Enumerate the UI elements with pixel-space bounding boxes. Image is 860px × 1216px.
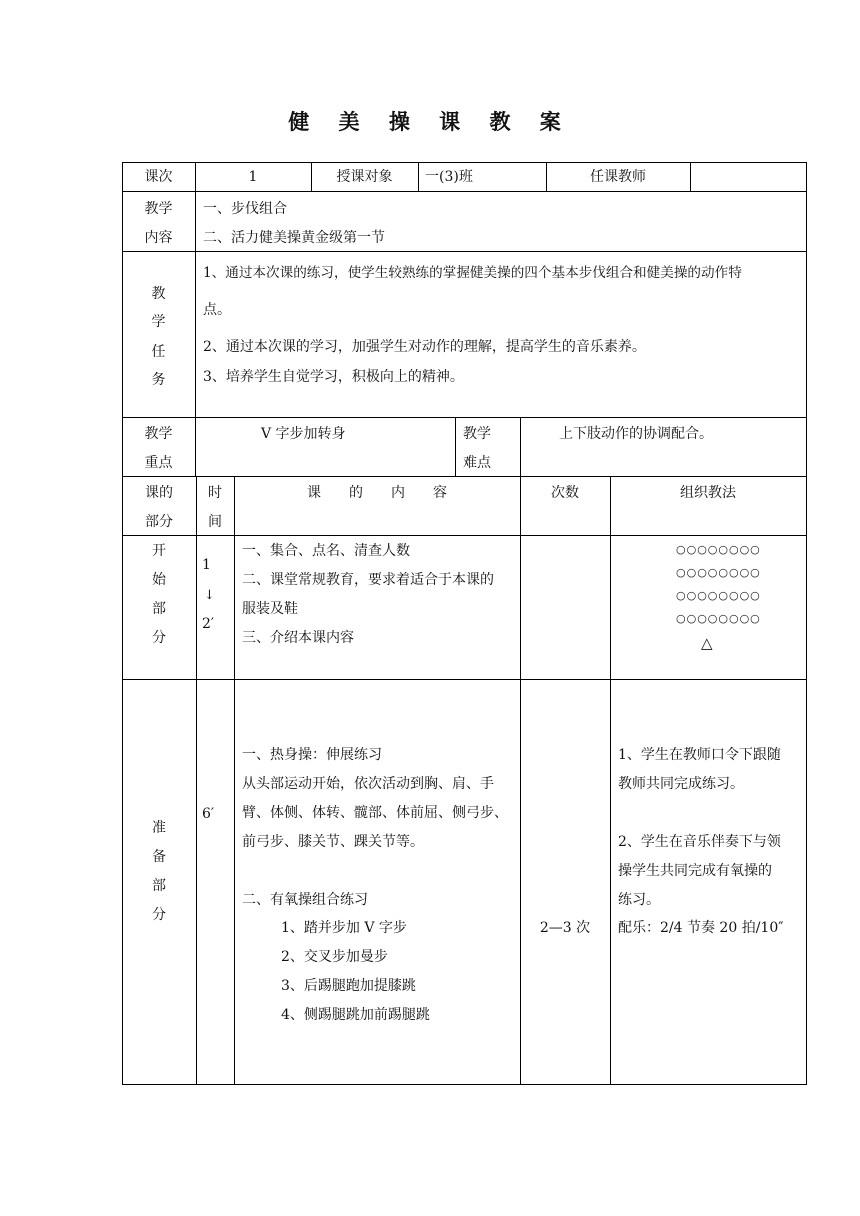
prep-sub-line: 1、踏并步加 V 字步 [281,920,407,936]
prep-method-line: 操学生共同完成有氧操的 [618,863,772,879]
table-divider [520,417,521,477]
tasks-label: 务 [151,372,166,388]
tasks-label: 教 [151,286,166,302]
formation-row: ○○○○○○○○ [676,566,761,579]
header-method: 组织教法 [680,485,736,501]
start-time: 2′ [202,616,215,632]
lesson-number-label: 课次 [144,169,173,185]
prep-sub-line: 4、侧踢腿跳加前踢腿跳 [281,1007,430,1023]
prep-line: 前弓步、膝关节、踝关节等。 [242,834,424,850]
start-label: 分 [152,630,166,646]
prep-method-line: 2、学生在音乐伴奏下与领 [618,834,781,850]
prep-sub-line: 2、交叉步加曼步 [281,949,388,965]
key-point-label: 重点 [144,455,173,471]
target-label: 授课对象 [336,169,393,185]
table-divider [610,476,611,1085]
page-title: 健 美 操 课 教 案 [288,109,572,134]
start-line: 一、集合、点名、清查人数 [242,543,410,559]
table-divider [455,417,456,477]
lesson-number-value: 1 [248,169,258,185]
table-divider [195,191,196,477]
prep-method-line: 配乐：2/4 节奏 20 拍/10″ [618,920,784,936]
table-divider [418,162,419,192]
difficulty-label: 难点 [463,455,491,471]
content-line: 二、活力健美操黄金级第一节 [203,230,385,246]
formation-row: ○○○○○○○○ [676,589,761,602]
header-part: 部分 [145,514,173,530]
start-label: 部 [152,601,166,617]
prep-line: 臂、体侧、体转、髋部、体前屈、侧弓步、 [242,805,508,821]
teacher-triangle-icon: △ [701,634,713,652]
task-line: 点。 [203,302,231,318]
start-line: 三、介绍本课内容 [242,630,354,646]
prep-label: 分 [152,907,166,923]
header-time: 间 [208,514,222,530]
tasks-label: 任 [151,344,166,360]
prep-method-line: 练习。 [618,892,660,908]
table-divider [234,476,235,1085]
table-divider [690,162,691,192]
difficulty-label: 教学 [463,426,491,442]
task-line: 2、通过本次课的学习，加强学生对动作的理解，提高学生的音乐素养。 [203,339,646,355]
prep-line: 从头部运动开始，依次活动到胸、肩、手 [242,776,494,792]
prep-line: 二、有氧操组合练习 [242,892,368,908]
start-label: 始 [152,572,166,588]
start-label: 开 [152,543,166,559]
prep-sub-line: 3、后踢腿跑加提膝跳 [281,978,416,994]
table-divider [122,679,807,680]
header-count: 次数 [551,485,579,501]
start-time: 1 [202,557,211,573]
prep-label: 备 [152,849,166,865]
teacher-label: 任课教师 [590,169,646,185]
prep-label: 准 [152,820,166,836]
prep-label: 部 [152,878,166,894]
content-label: 教学 [144,201,173,217]
task-line: 1、通过本次课的练习，使学生较熟练的掌握健美操的四个基本步伐组合和健美操的动作特 [203,265,742,281]
table-border [122,1084,807,1085]
table-divider [196,476,197,1085]
header-time: 时 [208,485,222,501]
start-line: 二、课堂常规教育，要求着适合于本课的 [242,572,494,588]
table-divider [122,417,807,418]
table-divider [520,476,521,1085]
table-border [806,162,807,1085]
key-point-label: 教学 [144,426,173,442]
key-point-value: V 字步加转身 [261,426,346,442]
arrow-down-icon: ↓ [204,588,215,603]
difficulty-value: 上下肢动作的协调配合。 [559,426,713,442]
target-value: 一(3)班 [425,169,473,185]
task-line: 3、培养学生自觉学习，积极向上的精神。 [203,369,464,385]
prep-method-line: 1、学生在教师口令下跟随 [618,747,781,763]
prep-count: 2—3 次 [539,920,591,936]
prep-time: 6′ [202,806,215,822]
header-content: 课 的 内 容 [307,485,447,501]
tasks-label: 学 [151,314,166,330]
prep-method-line: 教师共同完成练习。 [618,776,744,792]
content-line: 一、步伐组合 [203,201,287,217]
formation-row: ○○○○○○○○ [676,543,761,556]
start-line: 服装及鞋 [242,601,298,617]
prep-line: 一、热身操：伸展练习 [242,747,382,763]
header-part: 课的 [145,485,173,501]
formation-row: ○○○○○○○○ [676,612,761,625]
content-label: 内容 [144,230,173,246]
